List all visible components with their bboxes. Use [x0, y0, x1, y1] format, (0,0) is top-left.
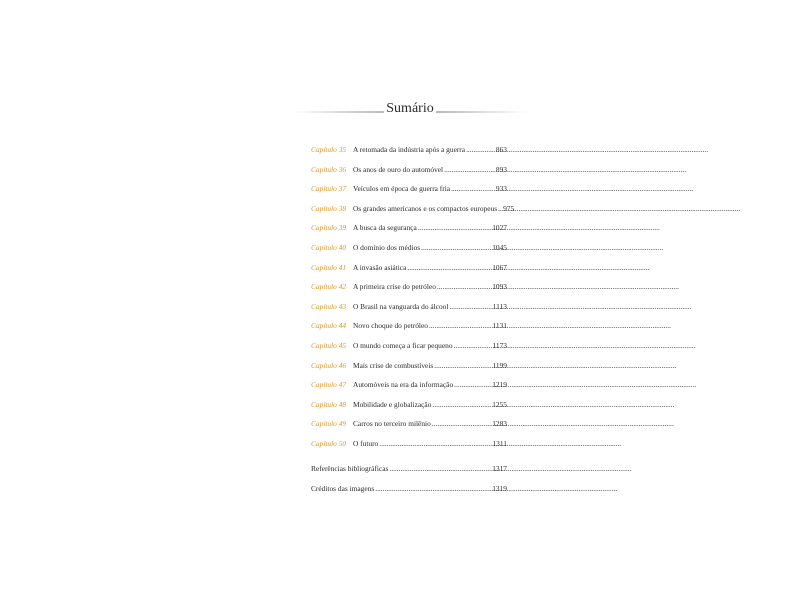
toc-entry[interactable] — [311, 336, 507, 356]
chapter-title: Os anos de ouro do automóvel — [353, 164, 444, 174]
toc-entry[interactable] — [311, 258, 507, 278]
page-number: 1131 — [492, 321, 507, 331]
dot-leader — [379, 434, 491, 454]
dot-leader — [454, 336, 492, 356]
chapter-title: O domínio dos médios — [353, 242, 421, 252]
toc-entry[interactable] — [311, 218, 507, 238]
chapter-title: O futuro — [353, 438, 379, 448]
chapter-label: Capítulo 43 — [311, 301, 347, 311]
chapter-title: Mobilidade e globalização — [353, 399, 432, 409]
chapter-title: A busca da segurança — [353, 223, 417, 233]
dot-leader — [451, 179, 495, 199]
dot-leader — [389, 459, 491, 479]
page-number: 975 — [503, 203, 515, 213]
dot-leader — [454, 375, 491, 395]
chapter-label: Capítulo 37 — [311, 184, 347, 194]
chapter-label: Capítulo 50 — [311, 438, 347, 448]
page-number: 1319 — [492, 483, 507, 493]
title-rule-right — [436, 111, 528, 113]
chapter-title: O mundo começa a ficar pequeno — [353, 340, 453, 350]
chapter-title: Novo choque do petróleo — [353, 321, 428, 331]
dot-leader — [418, 218, 491, 238]
toc-entry[interactable] — [311, 395, 507, 415]
toc-entry[interactable] — [311, 277, 507, 297]
dot-leader — [434, 356, 491, 376]
chapter-label: Capítulo 49 — [311, 419, 347, 429]
page-number: 1255 — [492, 399, 507, 409]
page-number: 1113 — [492, 301, 507, 311]
chapter-label: Capítulo 42 — [311, 282, 347, 292]
chapter-label: Capítulo 35 — [311, 145, 347, 154]
chapter-label: Capítulo 44 — [311, 321, 347, 331]
chapter-label: Capítulo 45 — [311, 340, 347, 350]
chapter-title: Automóveis na era da informação — [353, 380, 454, 390]
page-number: 1283 — [492, 419, 507, 429]
page-title: Sumário — [386, 101, 434, 116]
page-number: 1173 — [492, 340, 507, 350]
chapter-title: Carros no terceiro milênio — [353, 419, 431, 429]
chapter-title: Mais crise de combustíveis — [353, 360, 434, 370]
page-number: 893 — [495, 164, 507, 174]
toc-entry[interactable] — [311, 238, 507, 258]
dot-leader — [437, 277, 491, 297]
dot-leader — [421, 238, 491, 258]
dot-leader — [466, 140, 495, 160]
toc-entry[interactable] — [311, 140, 507, 160]
chapter-title: A retomada da indústria após a guerra — [353, 145, 466, 154]
toc-entry[interactable] — [311, 160, 507, 180]
toc-entry[interactable] — [311, 316, 507, 336]
toc-entry[interactable] — [311, 375, 507, 395]
chapter-label: Capítulo 47 — [311, 380, 347, 390]
dot-leader — [449, 297, 491, 317]
dot-leader — [444, 160, 495, 180]
chapter-label: Capítulo 39 — [311, 223, 347, 233]
toc-entry-references[interactable] — [311, 459, 507, 479]
toc-entry[interactable] — [311, 414, 507, 434]
page-number: 863 — [495, 145, 507, 154]
title-row — [292, 100, 528, 124]
chapter-list — [311, 140, 515, 454]
entry-title: Referências bibliográficas — [311, 464, 389, 473]
page-number: 1067 — [492, 262, 507, 272]
toc-entry[interactable] — [311, 199, 515, 219]
page-number: 1199 — [492, 360, 507, 370]
toc-entry[interactable] — [311, 434, 507, 454]
chapter-title: Os grandes americanos e os compactos europeus — [353, 203, 498, 213]
toc-entry[interactable] — [311, 356, 507, 376]
page-number: 1093 — [492, 282, 507, 292]
chapter-label: Capítulo 40 — [311, 242, 347, 252]
title-rule-left — [292, 111, 384, 113]
chapter-title: A primeira crise do petróleo — [353, 282, 436, 292]
dot-leader — [429, 316, 492, 336]
chapter-label: Capítulo 41 — [311, 262, 347, 272]
chapter-label: Capítulo 38 — [311, 203, 347, 213]
chapter-label: Capítulo 48 — [311, 399, 347, 409]
dot-leader — [432, 414, 491, 434]
toc-entry[interactable] — [311, 179, 507, 199]
chapter-label: Capítulo 36 — [311, 164, 347, 174]
chapter-title: Veículos em época de guerra fria — [353, 184, 451, 194]
back-matter-list — [311, 459, 507, 498]
toc-entry-image-credits[interactable] — [311, 479, 507, 499]
dot-leader — [498, 199, 502, 219]
chapter-label: Capítulo 46 — [311, 360, 347, 370]
entry-title: Créditos das imagens — [311, 483, 375, 493]
dot-leader — [432, 395, 491, 415]
page-number: 933 — [495, 184, 507, 194]
chapter-title: A invasão asiática — [353, 262, 407, 272]
page-number: 1027 — [492, 223, 507, 233]
dot-leader — [407, 258, 491, 278]
page-number: 1317 — [492, 464, 507, 473]
page-number: 1045 — [492, 242, 507, 252]
dot-leader — [375, 479, 491, 499]
page-number: 1219 — [492, 380, 507, 390]
page-number: 1311 — [492, 438, 507, 448]
toc-entry[interactable] — [311, 297, 507, 317]
chapter-title: O Brasil na vanguarda do álcool — [353, 301, 449, 311]
